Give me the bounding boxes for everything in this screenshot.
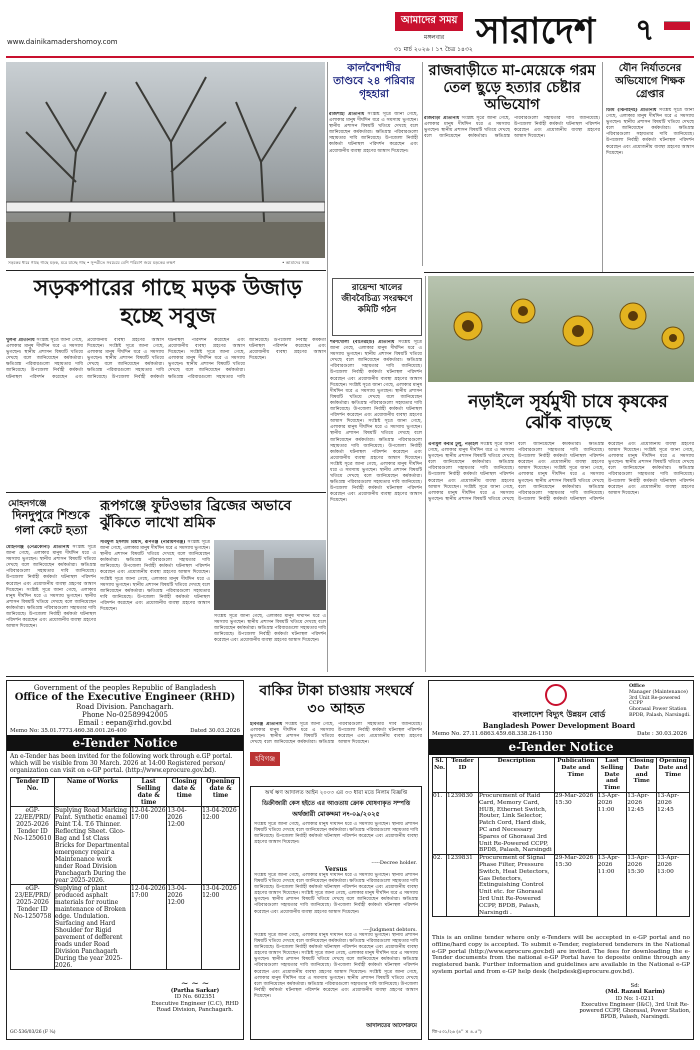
masthead bbox=[0, 0, 700, 58]
td: Suplying of plant produced asphalt materials for routine maintenance of Broken edge. Undulation. Surfacing and Hard Shoulder for Rigid pavement of defferent roads under Road Division Panchagarh During the year 2025-2026. bbox=[55, 885, 131, 970]
section-rule bbox=[6, 676, 694, 677]
court-title-1: অর্থ ঋণ আদালত আইন ২০০৩ এর ৩৩ ধারা মতে নিলাম বিজ্ঞপ্তি bbox=[264, 790, 408, 796]
filler: সংশ্লিষ্ট সূত্রে জানা গেছে, এলাকার মানুষ দীর্ঘদিন ধরে এ সমস্যায় ভুগছেন। স্থানীয় প্রশাসন বিষয়টি খতিয়ে দেখছে বলে জানিয়েছেন কর্মকর্তারা। ক্ষতিগ্রস্ত পরিবারগুলো সহায়তার দাবি জানিয়েছে। উপজেলা নির্বাহী কর্মকর্তা ঘটনাস্থল পরিদর্শন করেছেন এবং প্রয়োজনীয় ব্যবস্থা গ্রহণের আশ্বাস দিয়েছেন। bbox=[330, 461, 422, 504]
rhd-table bbox=[10, 777, 240, 970]
rupganj-headline: রূপগঞ্জে ফুটওভার ব্রিজের অভাবে ঝুঁকিতে লাখো শ্রমিক bbox=[100, 498, 292, 531]
bpdb-sign-name: (Md. Razaul Karim) bbox=[605, 989, 665, 996]
table-row bbox=[11, 807, 240, 885]
rhd-memo: Memo No: 35.01.7773.460.38.001.26-400 bbox=[10, 728, 127, 734]
court-decree: -----Decree holder. bbox=[371, 860, 417, 866]
date: ৩১ মার্চ ২০২৬ । ১৭ চৈত্র ১৪৩২ bbox=[394, 46, 473, 53]
td: 1239831 bbox=[447, 855, 479, 917]
top-story-body bbox=[6, 338, 326, 486]
td: eGP-23/EE/PRD/ 2025-2026 Tender ID No-1250758 bbox=[11, 885, 55, 970]
filler: সংশ্লিষ্ট সূত্রে জানা গেছে, এলাকার মানুষ দীর্ঘদিন ধরে এ সমস্যায় ভুগছেন। স্থানীয় প্রশাসন বিষয়টি খতিয়ে দেখছে বলে জানিয়েছেন কর্মকর্তারা। ক্ষতিগ্রস্ত পরিবারগুলো সহায়তার দাবি জানিয়েছে। উপজেলা নির্বাহী কর্মকর্তা ঘটনাস্থল পরিদর্শন করেছেন এবং প্রয়োজনীয় ব্যবস্থা গ্রহণের আশ্বাস দিয়েছেন। bbox=[428, 442, 604, 502]
bridge-photo bbox=[214, 540, 326, 610]
rhd-office: Office of the Executive Engineer (RHD) bbox=[14, 692, 236, 703]
filler: সংশ্লিষ্ট সূত্রে জানা গেছে, এলাকার মানুষ দীর্ঘদিন ধরে এ সমস্যায় ভুগছেন। স্থানীয় প্রশাসন বিষয়টি খতিয়ে দেখছে বলে জানিয়েছেন কর্মকর্তারা। ক্ষতিগ্রস্ত পরিবারগুলো সহায়তার দাবি জানিয়েছে। উপজেলা নির্বাহী কর্মকর্তা ঘটনাস্থল পরিদর্শন করেছেন এবং প্রয়োজনীয় ব্যবস্থা গ্রহণের আশ্বাস দিয়েছেন। bbox=[100, 576, 210, 613]
rhd-table-header bbox=[11, 778, 240, 807]
rhd-sign-name: (Partha Sarkar) bbox=[170, 987, 220, 994]
rhd-title: e-Tender Notice bbox=[7, 735, 243, 751]
filler: সংশ্লিষ্ট সূত্রে জানা গেছে, এলাকার মানুষ দীর্ঘদিন ধরে এ সমস্যায় ভুগছেন। স্থানীয় প্রশাসন বিষয়টি খতিয়ে দেখছে বলে জানিয়েছেন কর্মকর্তারা। ক্ষতিগ্রস্ত পরিবারগুলো সহায়তার দাবি জানিয়েছে। উপজেলা নির্বাহী কর্মকর্তা ঘটনাস্থল পরিদর্শন করেছেন এবং প্রয়োজনীয় ব্যবস্থা গ্রহণের আশ্বাস দিয়েছেন। bbox=[608, 448, 694, 496]
filler: সংশ্লিষ্ট সূত্রে জানা গেছে, এলাকার মানুষ দীর্ঘদিন ধরে এ সমস্যায় ভুগছেন। স্থানীয় প্রশাসন বিষয়টি খতিয়ে দেখছে বলে জানিয়েছেন কর্মকর্তারা। ক্ষতিগ্রস্ত পরিবারগুলো সহায়তার দাবি জানিয়েছে। উপজেলা নির্বাহী কর্মকর্তা ঘটনাস্থল পরিদর্শন করেছেন এবং প্রয়োজনীয় ব্যবস্থা গ্রহণের আশ্বাস দিয়েছেন। bbox=[6, 587, 96, 630]
bpdb-sign-id: ID No: 1-0211 bbox=[615, 995, 655, 1002]
rajbari-body bbox=[424, 116, 600, 266]
rule bbox=[6, 270, 326, 271]
bpdb-table-header bbox=[433, 758, 690, 793]
court-body-2 bbox=[251, 873, 421, 927]
office-line: Manager (Maintenance) bbox=[629, 689, 688, 695]
court-notice bbox=[250, 786, 422, 1040]
td: Suplying Road Marking Paint. Synthetic enamel Paint T.4. T.6 Thinner. Reflecting Sheet. Glco-Bag and 1st Class Bricks for Departmental emergency repair a Maintenance work under Road Division Panchagarh During the year 2025-2026. bbox=[55, 807, 129, 884]
mohonganj-kicker: মোহনগঞ্জে bbox=[8, 499, 47, 509]
photo-caption: সড়কের ধারে গাছে গাছে মড়ক, মরে যাচ্ছে গাছ • সুন্দরীতে সবচেয়ে বেশি পরিমাণ জমে মড়কের লক্ষণ bbox=[8, 260, 176, 265]
table-row bbox=[433, 792, 690, 854]
td: 13-Apr-2026 15:30 bbox=[627, 855, 657, 917]
mohonganj-body bbox=[6, 545, 96, 671]
td: 29-Mar-2026 15:30 bbox=[555, 855, 598, 917]
canal-body bbox=[330, 340, 422, 670]
td: 13-Apr-2026 12:45 bbox=[627, 792, 657, 854]
filler: সংশ্লিষ্ট সূত্রে জানা গেছে, এলাকার মানুষ দীর্ঘদিন ধরে এ সমস্যায় ভুগছেন। স্থানীয় প্রশাসন বিষয়টি খতিয়ে দেখছে বলে জানিয়েছেন কর্মকর্তারা। ক্ষতিগ্রস্ত পরিবারগুলো সহায়তার দাবি জানিয়েছে। উপজেলা নির্বাহী কর্মকর্তা ঘটনাস্থল পরিদর্শন করেছেন এবং প্রয়োজনীয় ব্যবস্থা গ্রহণের আশ্বাস দিয়েছেন। bbox=[254, 891, 418, 915]
th: Opening date & time bbox=[202, 778, 240, 807]
th: Tender ID bbox=[447, 758, 479, 793]
office-line: 3rd Unit Re-powered CCPP bbox=[629, 695, 681, 707]
rajbari-byline: রাজবাড়ী প্রতিনিধি bbox=[424, 116, 460, 121]
td: 12-04-2026 17:00 bbox=[131, 807, 167, 885]
td: Procurement of Raid Card, Memory Card, HUB, Ethernet Switch, Router, Link Selector, Patch Cord, Hard disk, PC and Necessary Spares of Ghorasal 3rd Unit Re-Powered CCPP, BPDB, Palash, Narsingdi bbox=[479, 792, 555, 854]
page-number: ৭ bbox=[635, 13, 655, 48]
kalobaishakhi-byline: রাজশাহী প্রতিনিধি bbox=[329, 112, 365, 117]
baki-headline: বাকির টাকা চাওয়ায় সংঘর্ষে ৩০ আহত bbox=[259, 683, 413, 717]
baki-byline: হবিগঞ্জ প্রতিনিধি bbox=[250, 722, 283, 727]
rhd-gov: Government of the peoples Republic of Bangladesh bbox=[33, 684, 217, 692]
filler: সংশ্লিষ্ট সূত্রে জানা গেছে, এলাকার মানুষ দীর্ঘদিন ধরে এ সমস্যায় ভুগছেন। স্থানীয় প্রশাসন বিষয়টি খতিয়ে দেখছে বলে জানিয়েছেন কর্মকর্তারা। ক্ষতিগ্রস্ত পরিবারগুলো সহায়তার দাবি জানিয়েছে। উপজেলা নির্বাহী কর্মকর্তা ঘটনাস্থল পরিদর্শন করেছেন এবং প্রয়োজনীয় ব্যবস্থা গ্রহণের আশ্বাস দিয়েছেন। bbox=[254, 873, 418, 897]
filler: সংশ্লিষ্ট সূত্রে জানা গেছে, এলাকার মানুষ দীর্ঘদিন ধরে এ সমস্যায় ভুগছেন। স্থানীয় প্রশাসন বিষয়টি খতিয়ে দেখছে বলে জানিয়েছেন কর্মকর্তারা। ক্ষতিগ্রস্ত পরিবারগুলো সহায়তার দাবি জানিয়েছে। উপজেলা নির্বাহী কর্মকর্তা ঘটনাস্থল পরিদর্শন করেছেন এবং প্রয়োজনীয় ব্যবস্থা গ্রহণের আশ্বাস দিয়েছেন। bbox=[330, 340, 422, 388]
bpdb-title: e-Tender Notice bbox=[429, 739, 693, 755]
th: Closing date & time bbox=[167, 778, 202, 807]
mohonganj-headline: দিনদুপুরে শিশুকে গলা কেটে হত্যা bbox=[12, 508, 90, 537]
td: 12-04-2026 17:00 bbox=[131, 885, 167, 970]
rhd-intro: An e-Tender has been invited for the following work through e.GP portal. which will be visible from 30 March. 2026 at 14:00 Registered person/ organization can visit on e-GP portal. (http://www.eprocure.gov.bd). bbox=[10, 753, 233, 774]
bpdb-logo-icon bbox=[545, 684, 567, 706]
sunflower-headline: নড়াইলে সূর্যমুখী চাষে কৃষকের ঝোঁক বাড়ছে bbox=[468, 392, 668, 433]
bpdb-sign-title: Executive Engineer (I&C), 3rd Unit Re-powered CCPP, Ghorasal, Power Station, BPDB, Palash, Narsingdi. bbox=[579, 1001, 691, 1021]
filler: সংশ্লিষ্ট সূত্রে জানা গেছে, এলাকার মানুষ দীর্ঘদিন ধরে এ সমস্যায় ভুগছেন। স্থানীয় প্রশাসন বিষয়টি খতিয়ে দেখছে বলে জানিয়েছেন কর্মকর্তারা। ক্ষতিগ্রস্ত পরিবারগুলো সহায়তার দাবি জানিয়েছে। উপজেলা নির্বাহী কর্মকর্তা ঘটনাস্থল পরিদর্শন করেছেন এবং প্রয়োজনীয় ব্যবস্থা গ্রহণের আশ্বাস দিয়েছেন। bbox=[254, 822, 418, 846]
rule bbox=[6, 492, 326, 493]
rule bbox=[424, 272, 694, 273]
filler: সংশ্লিষ্ট সূত্রে জানা গেছে, এলাকার মানুষ দীর্ঘদিন ধরে এ সমস্যায় ভুগছেন। স্থানীয় প্রশাসন বিষয়টি খতিয়ে দেখছে বলে জানিয়েছেন কর্মকর্তারা। ক্ষতিগ্রস্ত পরিবারগুলো সহায়তার দাবি জানিয়েছে। উপজেলা নির্বাহী কর্মকর্তা ঘটনাস্থল পরিদর্শন করেছেন এবং প্রয়োজনীয় ব্যবস্থা গ্রহণের আশ্বাস দিয়েছেন। bbox=[424, 116, 600, 140]
tree-photo bbox=[6, 62, 325, 258]
teacher-byline: ডিমি (ঝিনাইদহ) প্রতিনিধি bbox=[606, 108, 657, 113]
kalobaishakhi-headline: কালবৈশাখীর তাণ্ডবে ২৪ পরিবার গৃহহারা bbox=[333, 62, 415, 100]
court-judgment: ----Judgment debtors. bbox=[363, 927, 417, 933]
td: 01. bbox=[433, 792, 447, 854]
rhd-footer: GC-536/03/26 (F ¼) bbox=[10, 1030, 56, 1035]
td: 02. bbox=[433, 855, 447, 917]
canal-headline-box bbox=[332, 278, 422, 336]
th: Opening Date and Time bbox=[657, 758, 690, 793]
bpdb-office bbox=[629, 684, 691, 719]
sunflower-body bbox=[428, 442, 694, 670]
filler: সংশ্লিষ্ট সূত্রে জানা গেছে, এলাকার মানুষ দীর্ঘদিন ধরে এ সমস্যায় ভুগছেন। স্থানীয় প্রশাসন বিষয়টি খতিয়ে দেখছে বলে জানিয়েছেন কর্মকর্তারা। ক্ষতিগ্রস্ত পরিবারগুলো সহায়তার দাবি জানিয়েছে। উপজেলা নির্বাহী কর্মকর্তা ঘটনাস্থল পরিদর্শন করেছেন এবং প্রয়োজনীয় ব্যবস্থা গ্রহণের আশ্বাস দিয়েছেন। bbox=[518, 442, 694, 502]
rhd-sign-division: Road Division, Panchagarh. bbox=[156, 1007, 234, 1013]
rhd-phone: Phone No-02589942005 bbox=[81, 711, 168, 719]
th: Sl. No. bbox=[433, 758, 447, 793]
bpdb-org-en: Bangladesh Power Development Board bbox=[482, 721, 636, 730]
column-divider bbox=[327, 62, 328, 672]
bpdb-table bbox=[432, 757, 690, 917]
filler: সংশ্লিষ্ট সূত্রে জানা গেছে, এলাকার মানুষ দীর্ঘদিন ধরে এ সমস্যায় ভুগছেন। স্থানীয় প্রশাসন বিষয়টি খতিয়ে দেখছে বলে জানিয়েছেন কর্মকর্তারা। ক্ষতিগ্রস্ত পরিবারগুলো সহায়তার দাবি জানিয়েছে। উপজেলা নির্বাহী কর্মকর্তা ঘটনাস্থল পরিদর্শন করেছেন এবং প্রয়োজনীয় ব্যবস্থা গ্রহণের আশ্বাস দিয়েছেন। bbox=[250, 722, 422, 746]
canal-headline: রায়েন্দা খালের জীববৈচিত্র্য সংরক্ষণে কমিটি গঠন bbox=[341, 283, 413, 315]
filler: সংশ্লিষ্ট সূত্রে জানা গেছে, এলাকার মানুষ দীর্ঘদিন ধরে এ সমস্যায় ভুগছেন। স্থানীয় প্রশাসন বিষয়টি খতিয়ে দেখছে বলে জানিয়েছেন কর্মকর্তারা। ক্ষতিগ্রস্ত পরিবারগুলো সহায়তার দাবি জানিয়েছে। উপজেলা নির্বাহী কর্মকর্তা ঘটনাস্থল পরিদর্শন করেছেন এবং প্রয়োজনীয় ব্যবস্থা গ্রহণের আশ্বাস দিয়েছেন। bbox=[168, 338, 326, 380]
th: Last Selling Date and Time bbox=[597, 758, 627, 793]
th: Tender ID No. bbox=[11, 778, 55, 807]
tree-illustration bbox=[6, 62, 325, 258]
website[interactable]: www.dainikamadershomoy.com bbox=[7, 38, 118, 46]
photo-credit: • আমাদের সময় bbox=[282, 260, 310, 265]
filler: সংশ্লিষ্ট সূত্রে জানা গেছে, এলাকার মানুষ দীর্ঘদিন ধরে এ সমস্যায় ভুগছেন। স্থানীয় প্রশাসন বিষয়টি খতিয়ে দেখছে বলে জানিয়েছেন কর্মকর্তারা। ক্ষতিগ্রস্ত পরিবারগুলো সহায়তার দাবি জানিয়েছে। উপজেলা নির্বাহী কর্মকর্তা ঘটনাস্থল পরিদর্শন করেছেন এবং প্রয়োজনীয় ব্যবস্থা গ্রহণের আশ্বাস দিয়েছেন। bbox=[330, 382, 422, 425]
court-footer: আদালতের আদেশক্রমে bbox=[366, 1023, 417, 1029]
td: 13-04-2026 12:00 bbox=[167, 885, 202, 970]
rhd-signature bbox=[147, 981, 243, 1014]
filler: সংশ্লিষ্ট সূত্রে জানা গেছে, এলাকার মানুষ দীর্ঘদিন ধরে এ সমস্যায় ভুগছেন। স্থানীয় প্রশাসন বিষয়টি খতিয়ে দেখছে বলে জানিয়েছেন কর্মকর্তারা। ক্ষতিগ্রস্ত পরিবারগুলো সহায়তার দাবি জানিয়েছে। উপজেলা নির্বাহী কর্মকর্তা ঘটনাস্থল পরিদর্শন করেছেন এবং প্রয়োজনীয় ব্যবস্থা গ্রহণের আশ্বাস দিয়েছেন। bbox=[606, 108, 694, 156]
filler: সংশ্লিষ্ট সূত্রে জানা গেছে, এলাকার মানুষ দীর্ঘদিন ধরে এ সমস্যায় ভুগছেন। স্থানীয় প্রশাসন বিষয়টি খতিয়ে দেখছে বলে জানিয়েছেন কর্মকর্তারা। ক্ষতিগ্রস্ত পরিবারগুলো সহায়তার দাবি জানিয়েছে। উপজেলা নির্বাহী কর্মকর্তা ঘটনাস্থল পরিদর্শন করেছেন এবং প্রয়োজনীয় ব্যবস্থা গ্রহণের আশ্বাস দিয়েছেন। bbox=[254, 933, 418, 957]
filler: সংশ্লিষ্ট সূত্রে জানা গেছে, এলাকার মানুষ দীর্ঘদিন ধরে এ সমস্যায় ভুগছেন। স্থানীয় প্রশাসন বিষয়টি খতিয়ে দেখছে বলে জানিয়েছেন কর্মকর্তারা। ক্ষতিগ্রস্ত পরিবারগুলো সহায়তার দাবি জানিয়েছে। উপজেলা নির্বাহী কর্মকর্তা ঘটনাস্থল পরিদর্শন করেছেন এবং প্রয়োজনীয় ব্যবস্থা গ্রহণের আশ্বাস দিয়েছেন। bbox=[6, 338, 164, 380]
column-divider bbox=[602, 62, 603, 272]
bpdb-body: This is an online tender where only e-Tenders will be accepted in e-GP portal and no offline/hard copy is accepted. To submit e-Tender, registered tenderers in the National e-GP portal (http://www.eprocure.gov.bd) are invited. The fees for downloading the e-Tender documents from the national e-GP Portal have to deposite online through any registered bank. Further information and guidelines are available in the National e-GP system portal and from e-GP help desk (helpdesk@eprocure.gov.bd). bbox=[432, 935, 690, 975]
court-versus: Versus bbox=[324, 866, 348, 873]
top-story-byline: খুলনা প্রতিনিধি bbox=[6, 338, 35, 343]
signature-scribble: ~ ~ ~ bbox=[180, 979, 210, 989]
court-body-3 bbox=[251, 933, 421, 1023]
flag-icon bbox=[664, 14, 690, 38]
rupganj-body bbox=[100, 540, 210, 670]
rhd-sign-id: ID No. 602351 bbox=[174, 994, 216, 1000]
td: 13-Apr-2026 11:00 bbox=[597, 855, 627, 917]
rupganj-body-2 bbox=[214, 614, 326, 670]
filler: সংশ্লিষ্ট সূত্রে জানা গেছে, এলাকার মানুষ দীর্ঘদিন ধরে এ সমস্যায় ভুগছেন। স্থানীয় প্রশাসন বিষয়টি খতিয়ে দেখছে বলে জানিয়েছেন কর্মকর্তারা। ক্ষতিগ্রস্ত পরিবারগুলো সহায়তার দাবি জানিয়েছে। উপজেলা নির্বাহী কর্মকর্তা ঘটনাস্থল পরিদর্শন করেছেন এবং প্রয়োজনীয় ব্যবস্থা গ্রহণের আশ্বাস দিয়েছেন। bbox=[100, 540, 210, 576]
office-line: BPDB, Palash, Narsingdi. bbox=[629, 712, 691, 718]
teacher-body bbox=[606, 108, 694, 272]
mohonganj-byline: মোহনগঞ্জ (নেত্রকোনা) প্রতিনিধি bbox=[6, 545, 70, 550]
td: 13-04-2026 12:00 bbox=[202, 885, 240, 970]
section-title: সারাদেশ bbox=[476, 10, 596, 52]
bpdb-notice bbox=[428, 680, 694, 1040]
rhd-dated: Dated 30.03.2026 bbox=[190, 728, 240, 734]
bpdb-date: Date : 30.03.2026 bbox=[637, 731, 687, 737]
bpdb-org-bn: বাংলাদেশ বিদ্যুৎ উন্নয়ন বোর্ড bbox=[512, 709, 606, 719]
table-row bbox=[11, 885, 240, 970]
baki-tag: হবিগঞ্জ bbox=[250, 752, 280, 766]
rajbari-headline: রাজবাড়ীতে মা-মেয়েকে গরম তেল ছুড়ে হত্যার চেষ্টার অভিযোগ bbox=[428, 62, 596, 113]
rupganj-byline: সরিফুল ইসলাম রিয়াদ, রূপগঞ্জ (নারায়ণগঞ্জ) bbox=[100, 540, 186, 545]
rhd-notice bbox=[6, 680, 244, 1040]
th: Name of Works bbox=[55, 778, 131, 807]
filler: সংশ্লিষ্ট সূত্রে জানা গেছে, এলাকার মানুষ দীর্ঘদিন ধরে এ সমস্যায় ভুগছেন। স্থানীয় প্রশাসন বিষয়টি খতিয়ে দেখছে বলে জানিয়েছেন কর্মকর্তারা। ক্ষতিগ্রস্ত পরিবারগুলো সহায়তার দাবি জানিয়েছে। উপজেলা নির্বাহী কর্মকর্তা ঘটনাস্থল পরিদর্শন করেছেন এবং প্রয়োজনীয় ব্যবস্থা গ্রহণের আশ্বাস দিয়েছেন। bbox=[330, 419, 422, 461]
bpdb-memo: Memo No. 27.11.6863.459.68.338.26-1150 bbox=[432, 731, 553, 737]
td: 13-Apr-2026 12:45 bbox=[657, 792, 690, 854]
baki-body bbox=[250, 722, 422, 780]
court-case: অর্থজারী মোকদ্দমা নং-০৯/২০২৫ bbox=[292, 810, 380, 818]
bpdb-sign-sd: Sd: bbox=[630, 983, 640, 989]
th: Description bbox=[479, 758, 555, 793]
court-body-1 bbox=[251, 822, 421, 860]
td: 29-Mar-2026 15:30 bbox=[555, 792, 598, 854]
office-line: Office bbox=[629, 683, 645, 689]
masthead-rule bbox=[6, 56, 694, 58]
sunflower-photo bbox=[428, 276, 694, 382]
column-divider bbox=[425, 276, 426, 672]
sunflower-illustration bbox=[428, 276, 694, 382]
th: Closing Date and Time bbox=[627, 758, 657, 793]
th: Last Selling date & time bbox=[131, 778, 167, 807]
filler: সংশ্লিষ্ট সূত্রে জানা গেছে, এলাকার মানুষ দীর্ঘদিন ধরে এ সমস্যায় ভুগছেন। স্থানীয় প্রশাসন বিষয়টি খতিয়ে দেখছে বলে জানিয়েছেন কর্মকর্তারা। ক্ষতিগ্রস্ত পরিবারগুলো সহায়তার দাবি জানিয়েছে। উপজেলা নির্বাহী কর্মকর্তা ঘটনাস্থল পরিদর্শন করেছেন এবং প্রয়োজনীয় ব্যবস্থা গ্রহণের আশ্বাস দিয়েছেন। bbox=[428, 442, 514, 490]
filler: সংশ্লিষ্ট সূত্রে জানা গেছে, এলাকার মানুষ দীর্ঘদিন ধরে এ সমস্যায় ভুগছেন। স্থানীয় প্রশাসন বিষয়টি খতিয়ে দেখছে বলে জানিয়েছেন কর্মকর্তারা। ক্ষতিগ্রস্ত পরিবারগুলো সহায়তার দাবি জানিয়েছে। উপজেলা নির্বাহী কর্মকর্তা ঘটনাস্থল পরিদর্শন করেছেন এবং প্রয়োজনীয় ব্যবস্থা গ্রহণের আশ্বাস দিয়েছেন। bbox=[87, 338, 245, 380]
td: 13-04-2026 12:00 bbox=[202, 807, 240, 885]
filler: সংশ্লিষ্ট সূত্রে জানা গেছে, এলাকার মানুষ দীর্ঘদিন ধরে এ সমস্যায় ভুগছেন। স্থানীয় প্রশাসন বিষয়টি খতিয়ে দেখছে বলে জানিয়েছেন কর্মকর্তারা। ক্ষতিগ্রস্ত পরিবারগুলো সহায়তার দাবি জানিয়েছে। উপজেলা নির্বাহী কর্মকর্তা ঘটনাস্থল পরিদর্শন করেছেন এবং প্রয়োজনীয় ব্যবস্থা গ্রহণের আশ্বাস দিয়েছেন। bbox=[214, 614, 326, 644]
office-line: Ghorasal Power Station bbox=[629, 707, 687, 713]
td: eGP-22/EE/PRD/ 2025-2026 Tender ID No-1250610 bbox=[11, 807, 55, 885]
road-illustration bbox=[214, 540, 326, 610]
bpdb-footer: জি-৫৩১/২৬ (৪'' × ৪.৫'') bbox=[432, 1030, 482, 1035]
column-divider bbox=[422, 62, 423, 266]
td: 13-Apr-2026 13:00 bbox=[657, 855, 690, 917]
court-title-2: ডিক্রীজারী কেস হইতে এর আওতায় ক্রোক ঘোষণাকৃত সম্পত্তি bbox=[261, 800, 411, 807]
rhd-memo-row bbox=[7, 727, 243, 735]
table-row bbox=[433, 855, 690, 917]
rhd-division: Road Division. Panchagarh. bbox=[76, 703, 174, 711]
filler: সংশ্লিষ্ট সূত্রে জানা গেছে, এলাকার মানুষ দীর্ঘদিন ধরে এ সমস্যায় ভুগছেন। স্থানীয় প্রশাসন বিষয়টি খতিয়ে দেখছে বলে জানিয়েছেন কর্মকর্তারা। ক্ষতিগ্রস্ত পরিবারগুলো সহায়তার দাবি জানিয়েছে। উপজেলা নির্বাহী কর্মকর্তা ঘটনাস্থল পরিদর্শন করেছেন এবং প্রয়োজনীয় ব্যবস্থা গ্রহণের আশ্বাস দিয়েছেন। bbox=[6, 545, 96, 593]
top-story-headline: সড়কপারের গাছে মড়ক উজাড় হচ্ছে সবুজ bbox=[33, 275, 303, 329]
filler: সংশ্লিষ্ট সূত্রে জানা গেছে, এলাকার মানুষ দীর্ঘদিন ধরে এ সমস্যায় ভুগছেন। স্থানীয় প্রশাসন বিষয়টি খতিয়ে দেখছে বলে জানিয়েছেন কর্মকর্তারা। ক্ষতিগ্রস্ত পরিবারগুলো সহায়তার দাবি জানিয়েছে। উপজেলা নির্বাহী কর্মকর্তা ঘটনাস্থল পরিদর্শন করেছেন এবং প্রয়োজনীয় ব্যবস্থা গ্রহণের আশ্বাস দিয়েছেন। bbox=[329, 112, 418, 154]
canal-byline: শরণখোলা (বাগেরহাট) প্রতিনিধি bbox=[330, 340, 395, 345]
rhd-email[interactable]: Email : eepan@rhd.gov.bd bbox=[78, 719, 172, 727]
teacher-headline: যৌন নির্যাতনের অভিযোগে শিক্ষক গ্রেপ্তার bbox=[615, 63, 685, 100]
filler: সংশ্লিষ্ট সূত্রে জানা গেছে, এলাকার মানুষ দীর্ঘদিন ধরে এ সমস্যায় ভুগছেন। স্থানীয় প্রশাসন বিষয়টি খতিয়ে দেখছে বলে জানিয়েছেন কর্মকর্তারা। ক্ষতিগ্রস্ত পরিবারগুলো সহায়তার দাবি জানিয়েছে। উপজেলা নির্বাহী কর্মকর্তা ঘটনাস্থল পরিদর্শন করেছেন এবং প্রয়োজনীয় ব্যবস্থা গ্রহণের আশ্বাস দিয়েছেন। bbox=[254, 951, 418, 975]
td: 1239830 bbox=[447, 792, 479, 854]
rhd-sign-title: Executive Engineer (C.C), RHD bbox=[151, 1000, 239, 1007]
day: মঙ্গলবার bbox=[424, 34, 445, 41]
logo: আমাদের সময় bbox=[395, 12, 463, 31]
sunflower-byline: এনামুল কবীর টুলু, নড়াইল bbox=[428, 442, 479, 447]
filler: সংশ্লিষ্ট সূত্রে জানা গেছে, এলাকার মানুষ দীর্ঘদিন ধরে এ সমস্যায় ভুগছেন। স্থানীয় প্রশাসন বিষয়টি খতিয়ে দেখছে বলে জানিয়েছেন কর্মকর্তারা। ক্ষতিগ্রস্ত পরিবারগুলো সহায়তার দাবি জানিয়েছে। উপজেলা নির্বাহী কর্মকর্তা ঘটনাস্থল পরিদর্শন করেছেন এবং প্রয়োজনীয় ব্যবস্থা গ্রহণের আশ্বাস দিয়েছেন। bbox=[254, 969, 418, 999]
td: Procurement of Signal Phase Filter, Pressure Switch, Heat Detectors, Gas Detectors, Extinguishing Control Unit etc. for Ghorasal 3rd Unit Re-Powered CCPP, BPDB, Palash, Narsingdi . bbox=[479, 855, 555, 917]
td: 13-Apr-2026 11:00 bbox=[597, 792, 627, 854]
bpdb-signature bbox=[579, 983, 691, 1021]
th: Publication Date and Time bbox=[555, 758, 598, 793]
td: 13-04-2026 12:00 bbox=[167, 807, 202, 885]
